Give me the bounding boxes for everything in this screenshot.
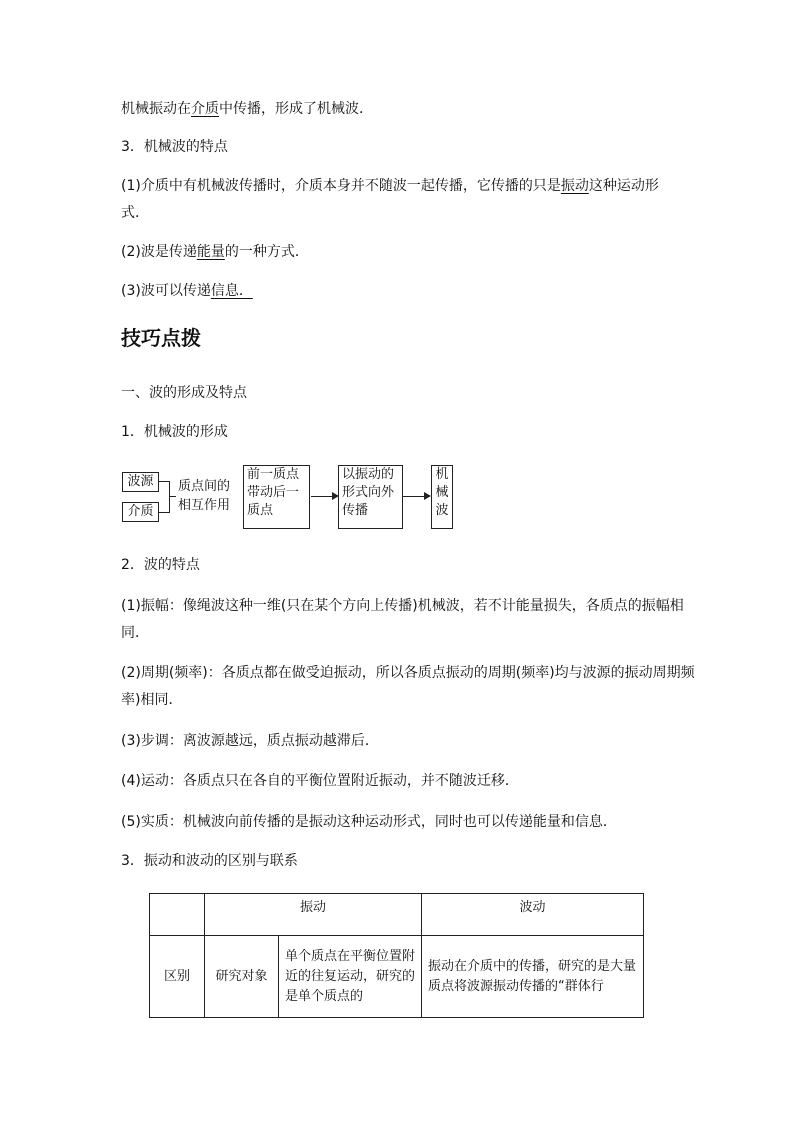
interaction-label: 质点间的 相互作用 [178, 479, 231, 513]
source-box: 波源 [122, 472, 159, 492]
sub-3-title: 3．振动和波动的区别与联系 [121, 853, 298, 869]
row-label: 区别 [150, 936, 205, 1018]
feature-essence: (5)实质：机械波向前传播的是振动这种运动形式，同时也可以传递能量和信息． [121, 814, 617, 830]
underlined-term: 能量 [196, 244, 225, 260]
medium-box: 介质 [122, 502, 159, 522]
feature-1-cont: 式． [121, 205, 149, 221]
vibration-cell: 单个质点在平衡位置附近的往复运动，研究的是单个质点的 [279, 936, 422, 1018]
arrow-right-icon [424, 492, 431, 500]
bracket-connector [158, 481, 170, 513]
section-title-features: 3．机械波的特点 [121, 139, 228, 155]
underlined-term: 振动 [560, 178, 589, 194]
table-row [150, 936, 644, 1018]
feature-period-cont: 率)相同． [121, 692, 183, 708]
arrow-line [403, 496, 426, 497]
underlined-term: 介质 [191, 101, 219, 117]
underlined-term: 信息． [210, 283, 253, 299]
feature-amplitude-cont: 同． [121, 625, 149, 641]
feature-period: (2)周期(频率)：各质点都在做受迫振动，所以各质点振动的周期(频率)均与波源的振动周期频 [121, 665, 695, 681]
row-item: 研究对象 [205, 936, 279, 1018]
text-line-medium: 机械振动在介质中传播，形成了机械波． [121, 101, 373, 117]
step-1-box: 前一质点 带动后一 质点 [243, 465, 310, 529]
bracket-line [170, 496, 176, 497]
table-header-row [150, 894, 644, 936]
sub-2-title: 2．波的特点 [121, 557, 200, 573]
part-1-title: 一、波的形成及特点 [121, 385, 247, 401]
header-wave: 波动 [422, 894, 644, 936]
arrow-line [311, 496, 334, 497]
comparison-table [149, 893, 644, 1018]
feature-amplitude: (1)振幅：像绳波这种一维(只在某个方向上传播)机械波，若不计能量损失，各质点的振幅相 [121, 598, 684, 614]
header-vibration: 振动 [205, 894, 422, 936]
step-2-box: 以振动的 形式向外 传播 [338, 465, 403, 529]
feature-1-line: (1)介质中有机械波传播时，介质本身并不随波一起传播，它传播的只是振动这种运动形 [121, 178, 659, 194]
feature-pace: (3)步调：离波源越远，质点振动越滞后． [121, 733, 379, 749]
feature-2-line: (2)波是传递能量的一种方式． [121, 244, 309, 260]
feature-motion: (4)运动：各质点只在各自的平衡位置附近振动，并不随波迁移． [121, 773, 519, 789]
table-corner-cell [150, 894, 205, 936]
feature-3-line: (3)波可以传递信息． [121, 283, 253, 299]
section-heading: 技巧点拨 [121, 326, 201, 350]
result-box: 机 械 波 [431, 465, 453, 529]
wave-cell: 振动在介质中的传播，研究的是大量质点将波源振动传播的“群体行 [422, 936, 644, 1018]
sub-1-title: 1．机械波的形成 [121, 424, 228, 440]
